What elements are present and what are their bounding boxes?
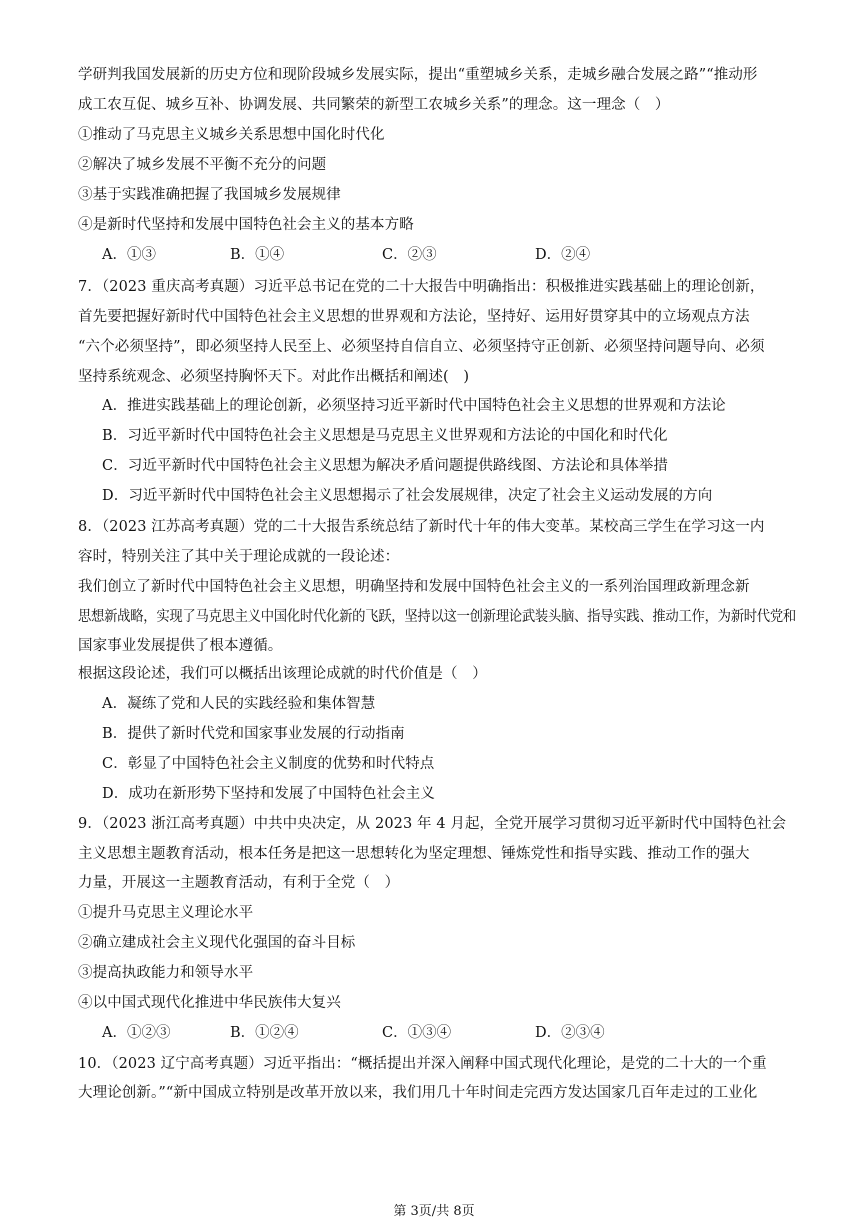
q6-stem-line-1: 学研判我国发展新的历史方位和现阶段城乡发展实际，提出“重塑城乡关系，走城乡融合发展之路”“推动形 — [78, 67, 758, 83]
q6-stem-line-2: 成工农互促、城乡互补、协调发展、共同繁荣的新型工农城乡关系”的理念。这一理念（ ） — [78, 97, 670, 113]
q8-option-c: C．彰显了中国特色社会主义制度的优势和时代特点 — [102, 756, 435, 772]
q9-stem-line-3: 力量，开展这一主题教育活动，有利于全党（ ） — [78, 875, 400, 891]
q8-quote-line-3: 国家事业发展提供了根本遵循。 — [78, 638, 283, 654]
q8-option-a: A．凝练了党和人民的实践经验和集体智慧 — [102, 696, 376, 712]
q9-option-a: A．①②③ — [102, 1025, 171, 1041]
q7-stem-line-4: 坚持系统观念、必须坚持胸怀天下。对此作出概括和阐述( ) — [78, 369, 470, 385]
page-number-footer: 第 3页/共 8页 — [393, 1204, 475, 1219]
q7-stem-line-1: 7．（2023 重庆高考真题）习近平总书记在党的二十大报告中明确指出：积极推进实践基础上的理论创新， — [78, 279, 765, 295]
q8-stem-line-1: 8．（2023 江苏高考真题）党的二十大报告系统总结了新时代十年的伟大变革。某校高三学生在学习这一内 — [78, 519, 765, 535]
q8-option-b: B．提供了新时代党和国家事业发展的行动指南 — [102, 726, 405, 742]
q9-option-b: B．①②④ — [230, 1025, 299, 1041]
q8-quote-line-1: 我们创立了新时代中国特色社会主义思想，明确坚持和发展中国特色社会主义的一系列治国理政新理念新 — [78, 579, 750, 595]
q9-stem-line-1: 9．（2023 浙江高考真题）中共中央决定，从 2023 年 4 月起，全党开展学习贯彻习近平新时代中国特色社会 — [78, 816, 787, 832]
q9-item-4: ④以中国式现代化推进中华民族伟大复兴 — [78, 995, 341, 1011]
q10-stem-line-2: 大理论创新。”“新中国成立特别是改革开放以来，我们用几十年时间走完西方发达国家几百年走过的工业化 — [78, 1085, 758, 1101]
q7-option-b: B．习近平新时代中国特色社会主义思想是马克思主义世界观和方法论的中国化和时代化 — [102, 428, 668, 444]
q9-option-d: D．②③④ — [535, 1025, 605, 1041]
q6-option-c: C．②③ — [382, 247, 437, 263]
q7-option-c: C．习近平新时代中国特色社会主义思想为解决矛盾问题提供路线图、方法论和具体举措 — [102, 458, 668, 474]
q8-stem-line-2: 容时，特别关注了其中关于理论成就的一段论述： — [78, 549, 400, 565]
q7-stem-line-2: 首先要把握好新时代中国特色社会主义思想的世界观和方法论，坚持好、运用好贯穿其中的立场观点方法 — [78, 309, 750, 325]
q6-item-1: ①推动了马克思主义城乡关系思想中国化时代化 — [78, 127, 385, 143]
q6-option-a: A．①③ — [102, 247, 156, 263]
q6-item-2: ②解决了城乡发展不平衡不充分的问题 — [78, 157, 327, 173]
q8-quote-line-2: 思想新战略，实现了马克思主义中国化时代化新的飞跃，坚持以这一创新理论武装头脑、指导实践、推动工作，为新时代党和 — [78, 609, 796, 625]
q6-option-d: D．②④ — [535, 247, 591, 263]
q7-stem-line-3: “六个必须坚持”，即必须坚持人民至上、必须坚持自信自立、必须坚持守正创新、必须坚持问题导向、必须 — [78, 339, 765, 355]
q9-stem-line-2: 主义思想主题教育活动，根本任务是把这一思想转化为坚定理想、锤炼党性和指导实践、推动工作的强大 — [78, 846, 750, 862]
q9-item-2: ②确立建成社会主义现代化强国的奋斗目标 — [78, 935, 356, 951]
q7-option-d: D．习近平新时代中国特色社会主义思想揭示了社会发展规律，决定了社会主义运动发展的方向 — [102, 488, 713, 504]
q9-option-c: C．①③④ — [382, 1025, 452, 1041]
q6-option-b: B．①④ — [230, 247, 285, 263]
q7-option-a: A．推进实践基础上的理论创新，必须坚持习近平新时代中国特色社会主义思想的世界观和方法论 — [102, 398, 726, 414]
q6-item-4: ④是新时代坚持和发展中国特色社会主义的基本方略 — [78, 217, 414, 233]
q6-item-3: ③基于实践准确把握了我国城乡发展规律 — [78, 187, 341, 203]
q9-item-1: ①提升马克思主义理论水平 — [78, 905, 254, 921]
q8-question-line: 根据这段论述，我们可以概括出该理论成就的时代价值是（ ） — [78, 666, 487, 682]
q9-item-3: ③提高执政能力和领导水平 — [78, 965, 254, 981]
q10-stem-line-1: 10．（2023 辽宁高考真题）习近平指出：“概括提出并深入阐释中国式现代化理论，是党的二十大的一个重 — [78, 1056, 767, 1072]
q8-option-d: D．成功在新形势下坚持和发展了中国特色社会主义 — [102, 786, 435, 802]
